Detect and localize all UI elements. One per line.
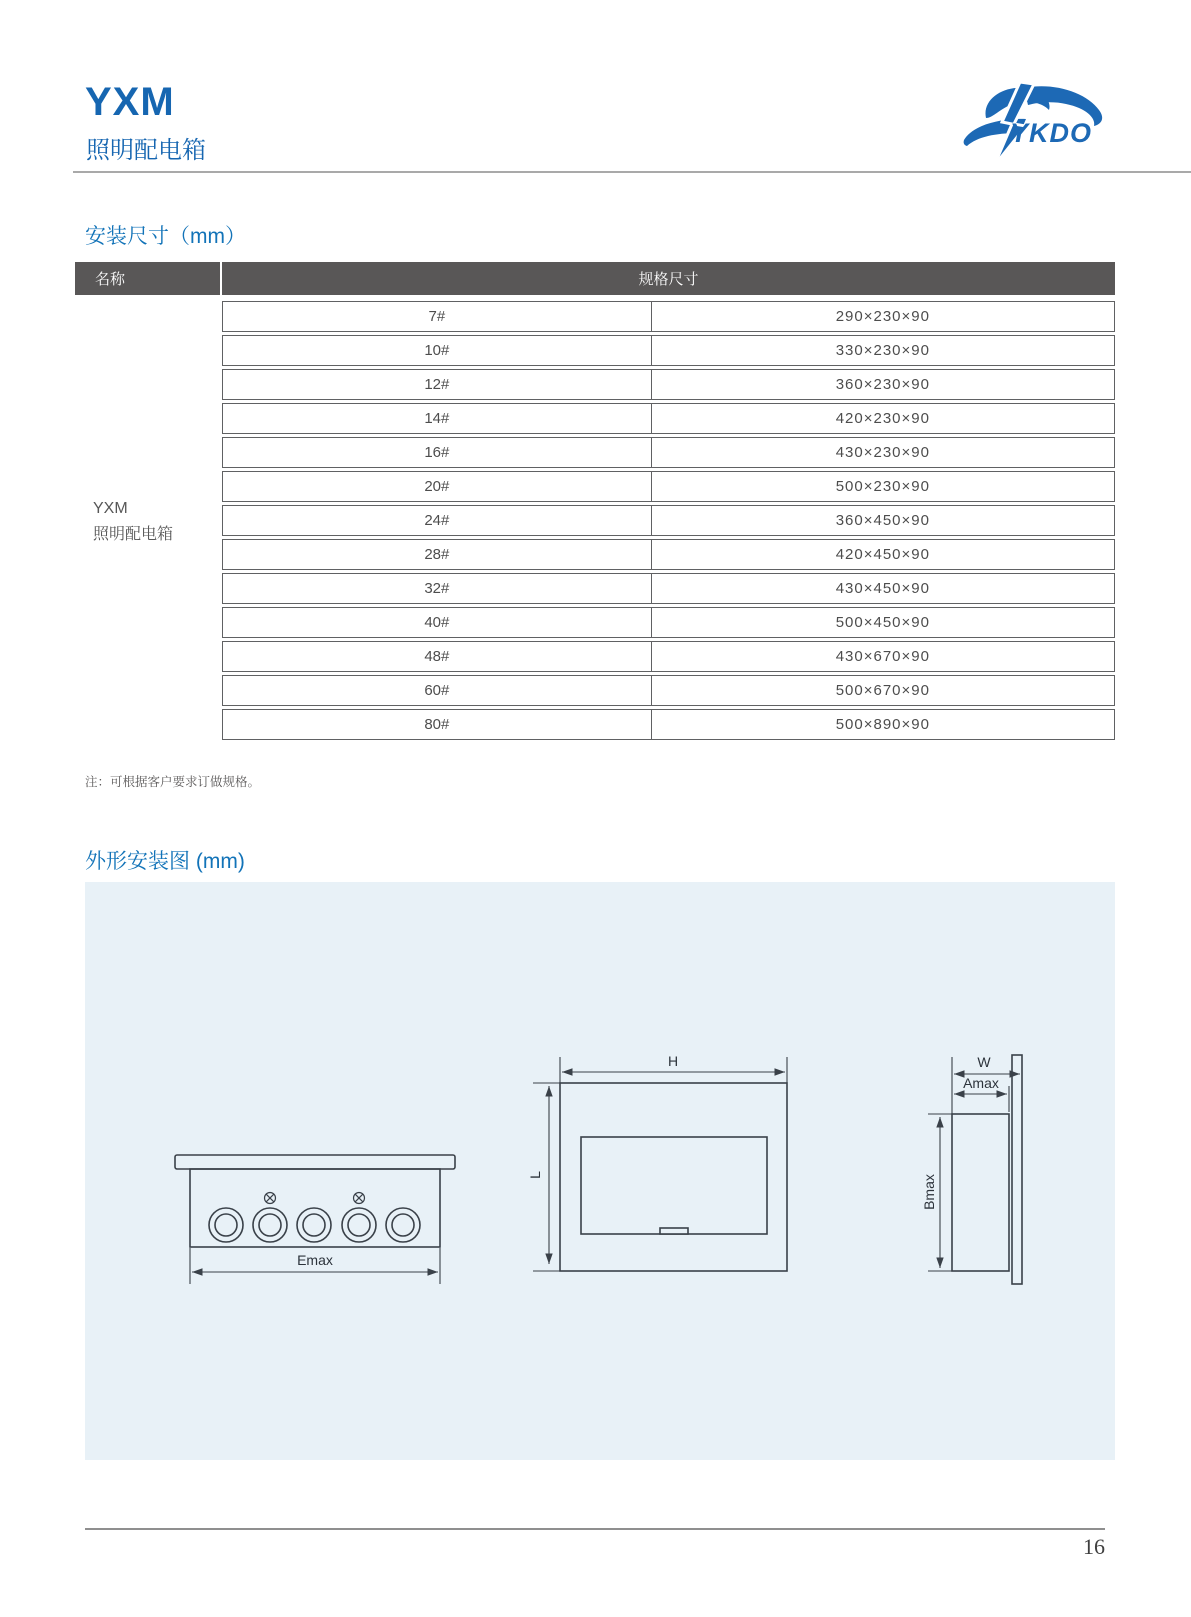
table-body	[75, 301, 1115, 743]
table-rows	[222, 301, 1115, 743]
table-row	[222, 471, 1115, 502]
page-title: YXM	[85, 80, 175, 124]
row-model-cell: 10#	[424, 342, 450, 359]
row-size-cell: 500×890×90	[651, 710, 1114, 739]
dim-label-emax: Emax	[297, 1252, 333, 1268]
row-model-cell: 48#	[424, 648, 450, 665]
row-model-cell: 14#	[424, 410, 450, 427]
table-row	[222, 641, 1115, 672]
table-row	[222, 437, 1115, 468]
row-size-cell: 500×230×90	[651, 472, 1114, 501]
table-row	[222, 573, 1115, 604]
dim-label-h: H	[667, 1053, 679, 1069]
product-label-line2: 照明配电箱	[93, 526, 174, 543]
dim-label-bmax: Bmax	[921, 1174, 937, 1210]
col-header-spec: 规格尺寸	[222, 262, 1115, 295]
front-view-drawing	[527, 1053, 787, 1271]
box-body-side-view	[952, 1114, 1009, 1271]
dim-label-amax: Amax	[963, 1075, 999, 1091]
row-model-cell: 12#	[424, 376, 450, 393]
product-label	[75, 301, 222, 743]
side-view-drawing	[921, 1054, 1022, 1284]
row-model-cell: 16#	[424, 444, 450, 461]
row-size-cell: 430×670×90	[651, 642, 1114, 671]
footer-divider	[85, 1528, 1105, 1530]
row-size-cell: 290×230×90	[651, 302, 1114, 331]
row-size-cell: 330×230×90	[651, 336, 1114, 365]
row-size-cell: 420×450×90	[651, 540, 1114, 569]
row-model-cell: 28#	[424, 546, 450, 563]
dimensions-table	[75, 262, 1115, 743]
outline-drawings	[85, 882, 1115, 1460]
table-header-row	[75, 262, 1115, 295]
table-row	[222, 403, 1115, 434]
table-note: 注：可根据客户要求订做规格。	[85, 775, 261, 789]
product-name-subtitle: 照明配电箱	[86, 137, 206, 164]
row-size-cell: 360×450×90	[651, 506, 1114, 535]
table-row	[222, 301, 1115, 332]
page-number: 16	[1083, 1534, 1105, 1559]
logo-wordmark: YKDO	[1010, 118, 1093, 148]
door-edge-side-view	[1012, 1055, 1022, 1284]
screw-symbol-icon	[265, 1193, 365, 1204]
door-latch	[660, 1228, 688, 1234]
row-size-cell: 500×450×90	[651, 608, 1114, 637]
row-size-cell: 420×230×90	[651, 404, 1114, 433]
dim-label-w: W	[977, 1054, 991, 1070]
row-model-cell: 24#	[424, 512, 450, 529]
row-model-cell: 32#	[424, 580, 450, 597]
row-size-cell: 430×450×90	[651, 574, 1114, 603]
header-divider	[73, 171, 1191, 173]
brand-logo	[958, 78, 1108, 170]
table-row	[222, 539, 1115, 570]
row-size-cell: 430×230×90	[651, 438, 1114, 467]
table-row	[222, 709, 1115, 740]
door-panel	[581, 1137, 767, 1234]
row-size-cell: 360×230×90	[651, 370, 1114, 399]
brand-logo-graphic	[958, 78, 1108, 170]
row-model-cell: 80#	[424, 716, 450, 733]
knockout-holes	[209, 1208, 420, 1242]
box-front-outline	[560, 1083, 787, 1271]
row-model-cell: 20#	[424, 478, 450, 495]
row-model-cell: 40#	[424, 614, 450, 631]
row-model-cell: 60#	[424, 682, 450, 699]
col-header-name: 名称	[75, 262, 220, 295]
table-row	[222, 607, 1115, 638]
section-title-install-dimensions: 安装尺寸（mm）	[85, 225, 246, 248]
table-row	[222, 335, 1115, 366]
outline-diagram-panel	[85, 882, 1115, 1460]
dim-label-l: L	[527, 1171, 543, 1179]
top-view-drawing	[175, 1155, 455, 1284]
product-label-line1: YXM	[93, 500, 128, 518]
table-row	[222, 675, 1115, 706]
row-model-cell: 7#	[428, 308, 446, 325]
row-size-cell: 500×670×90	[651, 676, 1114, 705]
section-title-outline-drawing: 外形安装图 (mm)	[85, 850, 245, 873]
table-row	[222, 505, 1115, 536]
box-flange-top-view	[175, 1155, 455, 1169]
table-row	[222, 369, 1115, 400]
